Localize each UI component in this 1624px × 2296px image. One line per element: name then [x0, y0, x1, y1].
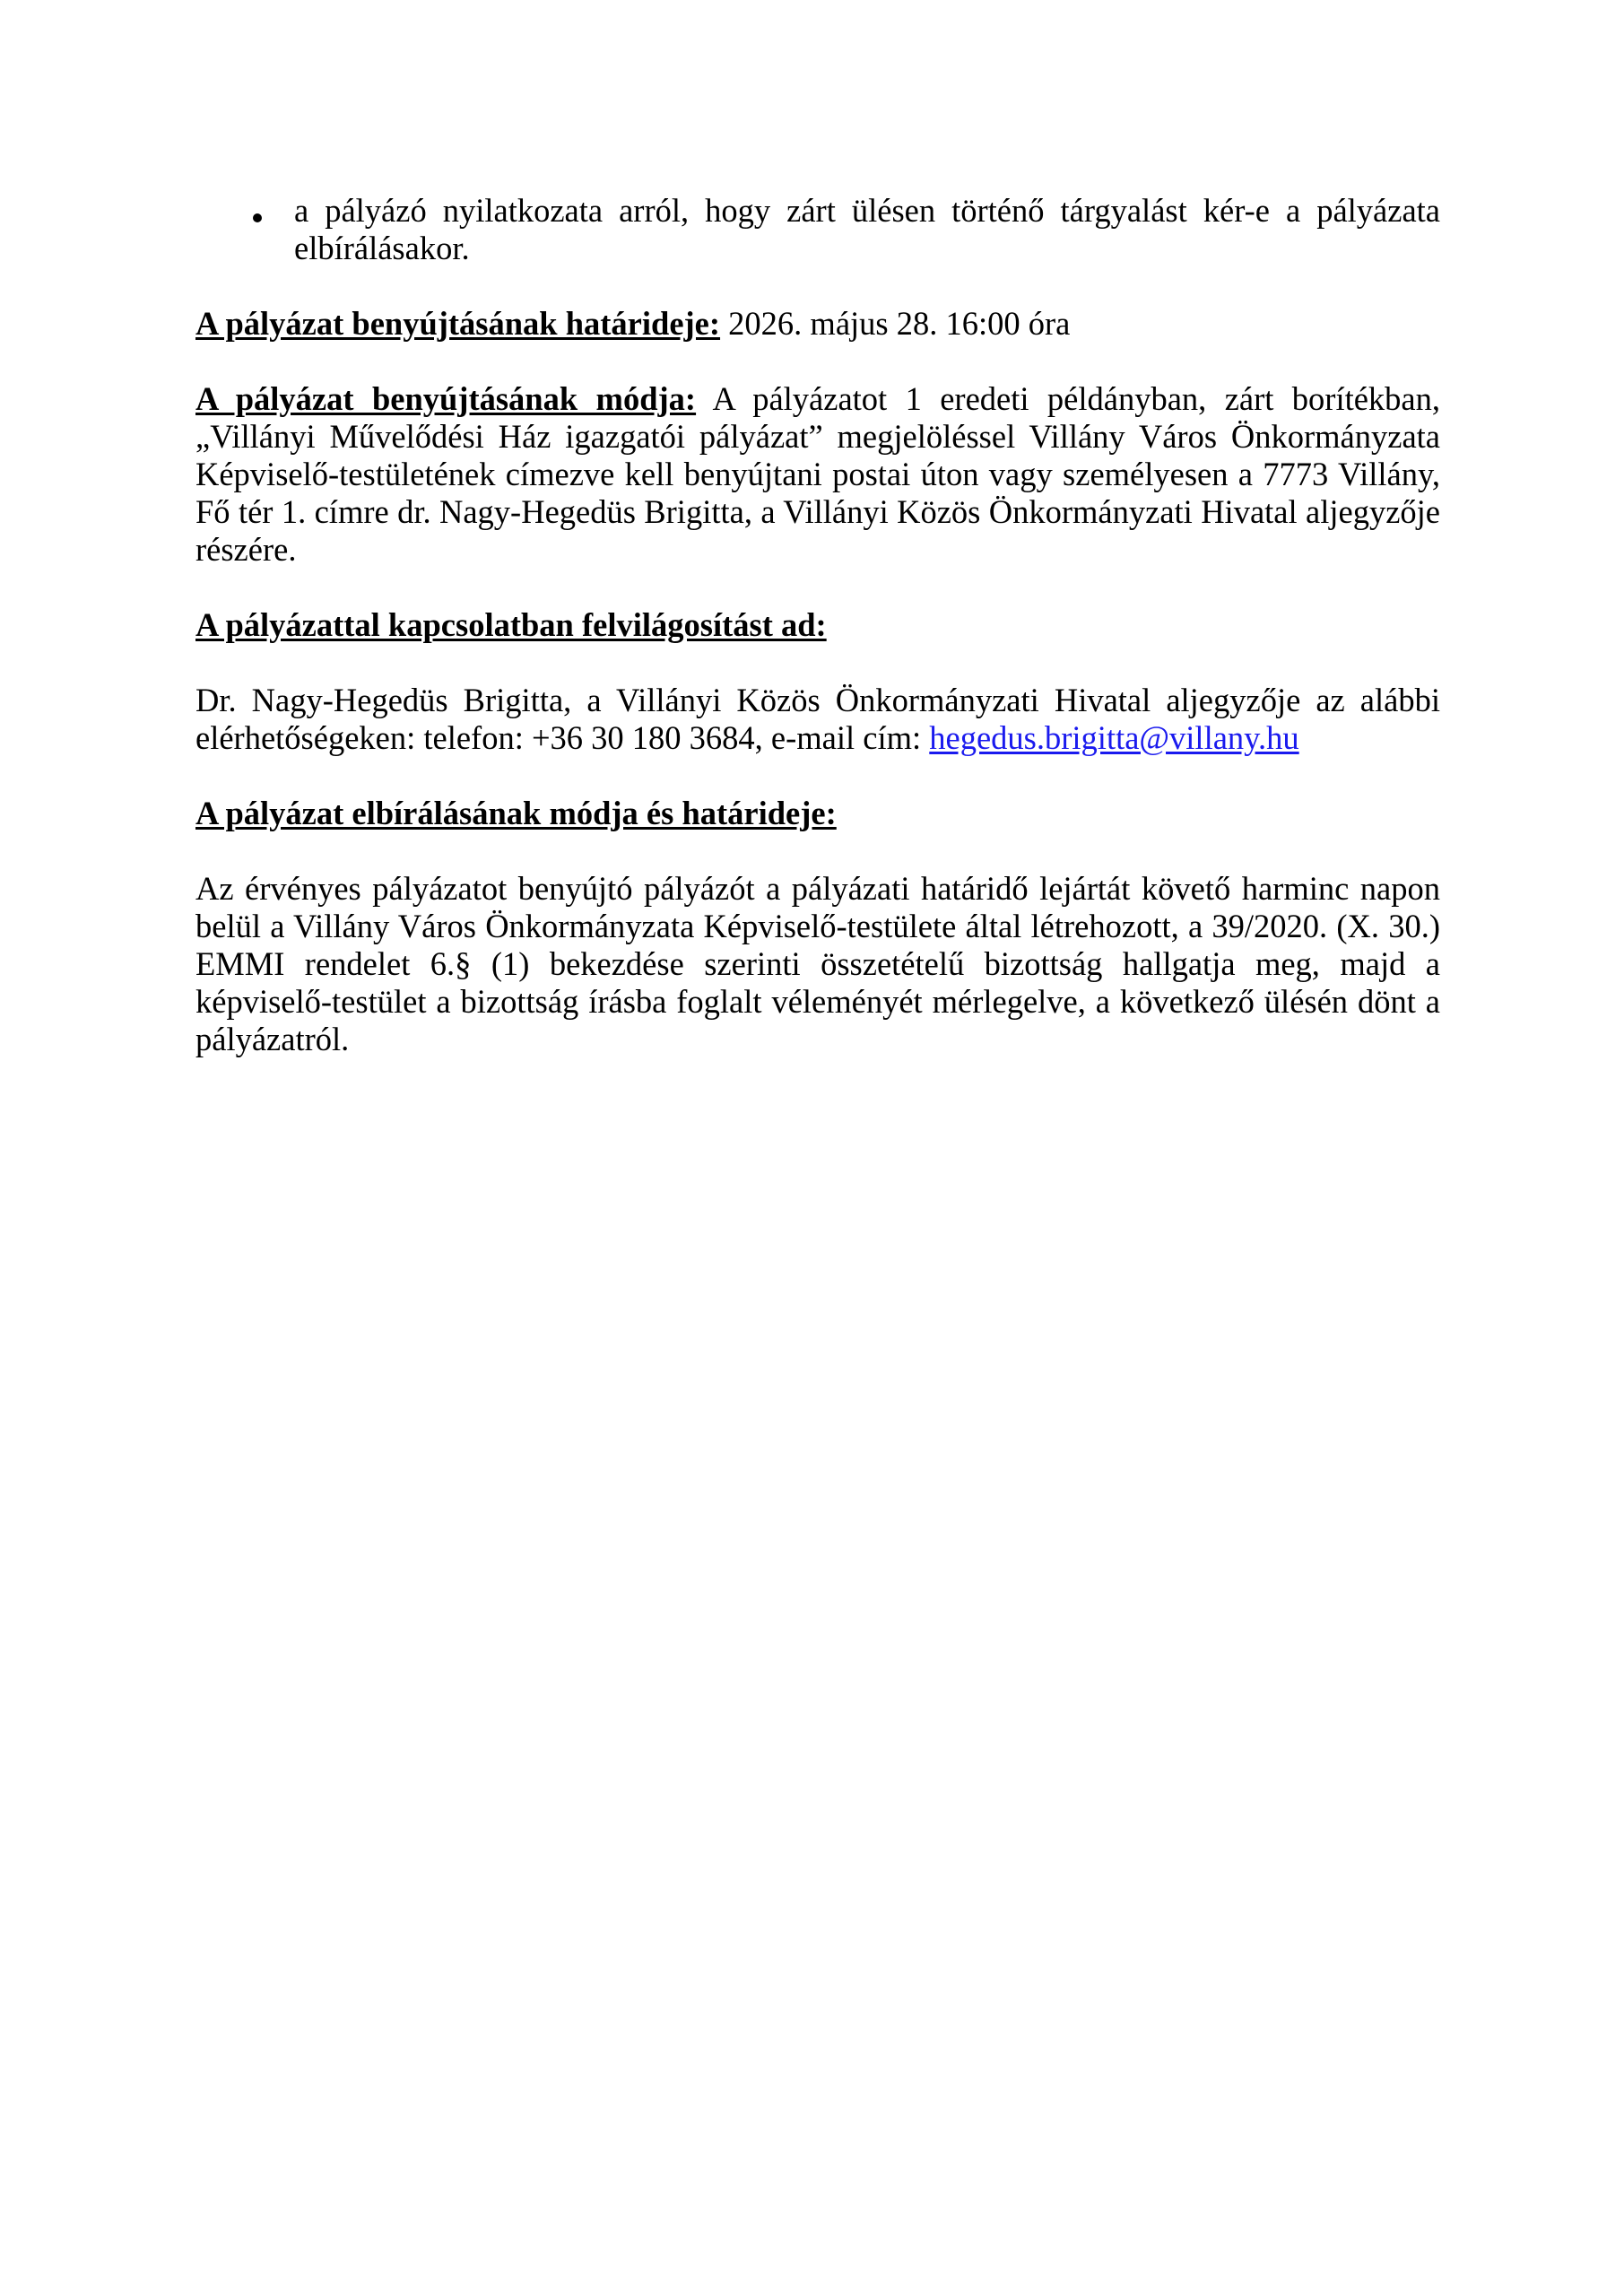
bullet-text: a pályázó nyilatkozata arról, hogy zárt ülésen történő tárgyalást kér-e a pályázata elbírálásakor. — [294, 192, 1440, 266]
evaluation-heading: A pályázat elbírálásának módja és határideje: — [195, 795, 837, 831]
info-paragraph — [195, 682, 1440, 757]
email-link[interactable]: hegedus.brigitta@villany.hu — [929, 719, 1299, 756]
info-text: Dr. Nagy-Hegedüs Brigitta, a Villányi Közös Önkormányzati Hivatal aljegyzője az alábbi elérhetőségeken: telefon: +36 30 180 3684, e-mail cím: — [195, 682, 1440, 756]
method-paragraph — [195, 380, 1440, 569]
deadline-paragraph — [195, 305, 1440, 343]
deadline-value: 2026. május 28. 16:00 óra — [720, 305, 1071, 342]
deadline-label: A pályázat benyújtásának határideje: — [195, 305, 721, 342]
info-heading: A pályázattal kapcsolatban felvilágosítást ad: — [195, 606, 827, 643]
method-text: A pályázatot 1 eredeti példányban, zárt borítékban, „Villányi Művelődési Ház igazgatói pályázat” megjelöléssel Villány Város Önkormányzata Képviselő-testületének címezve kell benyújtani postai úton vagy személyesen a 7773 Villány, Fő tér 1. címre dr. Nagy-Hegedüs Brigitta, a Villányi Közös Önkormányzati Hivatal aljegyzője részére. — [195, 380, 1440, 568]
method-label: A pályázat benyújtásának módja: — [195, 380, 697, 417]
evaluation-paragraph: Az érvényes pályázatot benyújtó pályázót a pályázati határidő lejártát követő harminc napon belül a Villány Város Önkormányzata Képviselő-testülete által létrehozott, a 39/2020. (X. 30.) EMMI rendelet 6.§ (1) bekezdése szerinti összetételű bizottság hallgatja meg, majd a képviselő-testület a bizottság írásba foglalt véleményét mérlegelve, a következő ülésén dönt a pályázatról. — [195, 870, 1440, 1057]
document-content — [195, 192, 1440, 1058]
bullet-item — [195, 192, 1440, 267]
bullet-dot-icon — [253, 213, 262, 222]
